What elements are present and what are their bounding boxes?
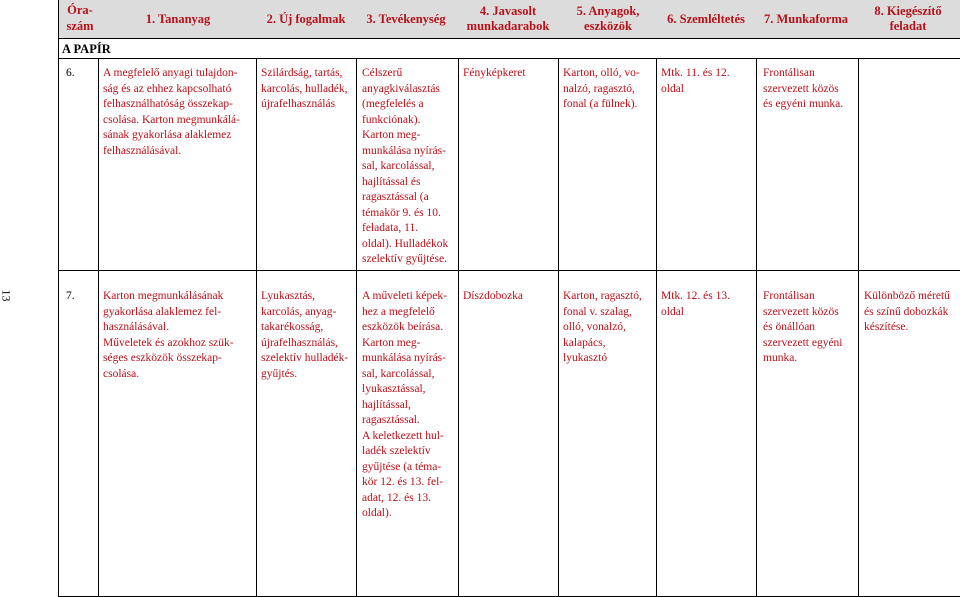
rule-col4 bbox=[458, 58, 459, 597]
row6-munkaforma: Frontálisan szervezett közös és egyéni munka. bbox=[763, 67, 844, 110]
row7-szemleltetes: Mtk. 12. és 13. oldal bbox=[661, 290, 730, 318]
row7-fogalmak: Lyukasztás, karcolás, anyag- takarékosság, újrafelhasználás, szelektív hulladék- gyűjtés. bbox=[261, 290, 349, 380]
row6-munkadarab: Fényképkeret bbox=[463, 67, 526, 79]
header-col5: 5. Anyagok, eszközök bbox=[576, 4, 640, 33]
rule-row6-bottom bbox=[58, 270, 960, 271]
rule-col6 bbox=[656, 58, 657, 597]
row7-tananyag: Karton megmunkálásának gyakorlása alaklemez fel- használásával. Műveletek és azokhoz szük- séges eszközök összekap- csolása. bbox=[103, 290, 234, 380]
rule-col7 bbox=[756, 58, 757, 597]
row6-tananyag: A megfelelő anyagi tulajdon- ság és az ehhez kapcsolható felhasználhatóság összekap- csolása. Karton megmunkálá- sának gyakorlása alaklemez felhasználásával. bbox=[103, 67, 240, 157]
row6-tevekenyseg: Célszerű anyagkiválasztás (megfelelés a funkciónak). Karton meg- munkálása nyírás- sal, karcolással, hajlítással és ragasztással (a témakör 9. és 10. feladata, 11. oldal). Hulladékok szelektív gyűjtése. bbox=[362, 67, 449, 265]
header-col0: Óra- szám bbox=[66, 3, 94, 33]
rule-col2 bbox=[256, 58, 257, 597]
row7-munkaforma: Frontálisan szervezett közös és önállóan szervezett egyéni munka. bbox=[763, 290, 843, 364]
header-col4: 4. Javasolt munkadarabok bbox=[466, 4, 550, 33]
row6-szemleltetes: Mtk. 11. és 12. oldal bbox=[661, 67, 730, 95]
header-col8: 8. Kiegészítő feladat bbox=[874, 4, 942, 33]
row7-anyagok: Karton, ragasztó, fonal v. szalag, olló, vonalzó, kalapács, lyukasztó bbox=[563, 290, 642, 364]
header-col7: 7. Munkaforma bbox=[763, 11, 849, 26]
rule-col3 bbox=[356, 58, 357, 597]
section-title: A PAPÍR bbox=[62, 42, 111, 56]
rule-col5 bbox=[558, 58, 559, 597]
row7-tevekenyseg: A műveleti képek- hez a megfelelő eszközök beírása. Karton meg- munkálása nyírás- sal, karcolással, lyukasztással, hajlítással, ragasztással. A keletkezett hul- ladék szelektív gyűjtése (a téma- kör 12. és 13. fel- adat, 12. és 13. oldal). bbox=[362, 290, 447, 519]
header-col1: 1. Tananyag bbox=[145, 11, 211, 26]
header-col6: 6. Szemléltetés bbox=[667, 11, 745, 26]
row7-munkadarab: Díszdobozka bbox=[463, 290, 524, 302]
header-col3: 3. Tevékenység bbox=[366, 11, 446, 26]
rule-section-bottom bbox=[58, 58, 960, 59]
table-header bbox=[58, 0, 960, 38]
row6-num: 6. bbox=[66, 67, 75, 79]
row7-kiegeszito: Különböző méretű és színű dobozkák készítése. bbox=[864, 290, 950, 333]
rule-left bbox=[58, 0, 59, 597]
rule-header-bottom bbox=[58, 38, 960, 39]
rule-col1 bbox=[98, 58, 99, 597]
row6-anyagok: Karton, olló, vo- nalzó, ragasztó, fonal (a fülnek). bbox=[563, 67, 640, 110]
header-col2: 2. Új fogalmak bbox=[266, 11, 346, 26]
rule-col8 bbox=[858, 58, 859, 597]
page-number: 13 bbox=[0, 289, 14, 302]
row6-fogalmak: Szilárdság, tartás, karcolás, hulladék, újrafelhasználás bbox=[261, 67, 348, 110]
row7-num: 7. bbox=[66, 290, 75, 302]
